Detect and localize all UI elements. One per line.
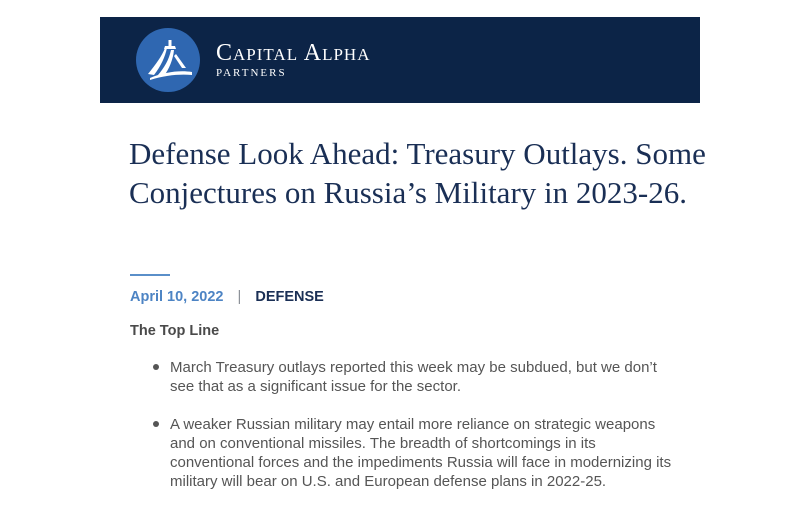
brand-subtitle: PARTNERS	[216, 67, 287, 79]
bullet-icon	[153, 364, 159, 370]
header-banner	[100, 17, 700, 103]
category-link[interactable]: DEFENSE	[255, 289, 324, 305]
bullet-icon	[153, 421, 159, 427]
meta-separator: |	[237, 289, 242, 305]
top-line-list	[150, 358, 680, 510]
title-divider	[130, 274, 170, 276]
brand-logo[interactable]	[216, 41, 371, 79]
list-item	[150, 415, 680, 491]
publish-date: April 10, 2022	[130, 289, 224, 305]
article-meta	[130, 289, 324, 305]
page-title: Defense Look Ahead: Treasury Outlays. Some Conjectures on Russia’s Military in 2023-26.	[129, 136, 706, 210]
bullet-text: March Treasury outlays reported this week may be subdued, but we don’t see that as a significant issue for the sector.	[170, 359, 657, 395]
section-title: The Top Line	[130, 323, 220, 339]
list-item	[150, 358, 680, 396]
capitol-dome-icon	[136, 28, 200, 92]
bullet-text: A weaker Russian military may entail more reliance on strategic weapons and on conventional missiles. The breadth of shortcomings in its conventional forces and the impediments Russia will face in modernizing its military will bear on U.S. and European defense plans in 2022-25.	[170, 416, 672, 490]
brand-name: Capital Alpha	[216, 40, 371, 66]
